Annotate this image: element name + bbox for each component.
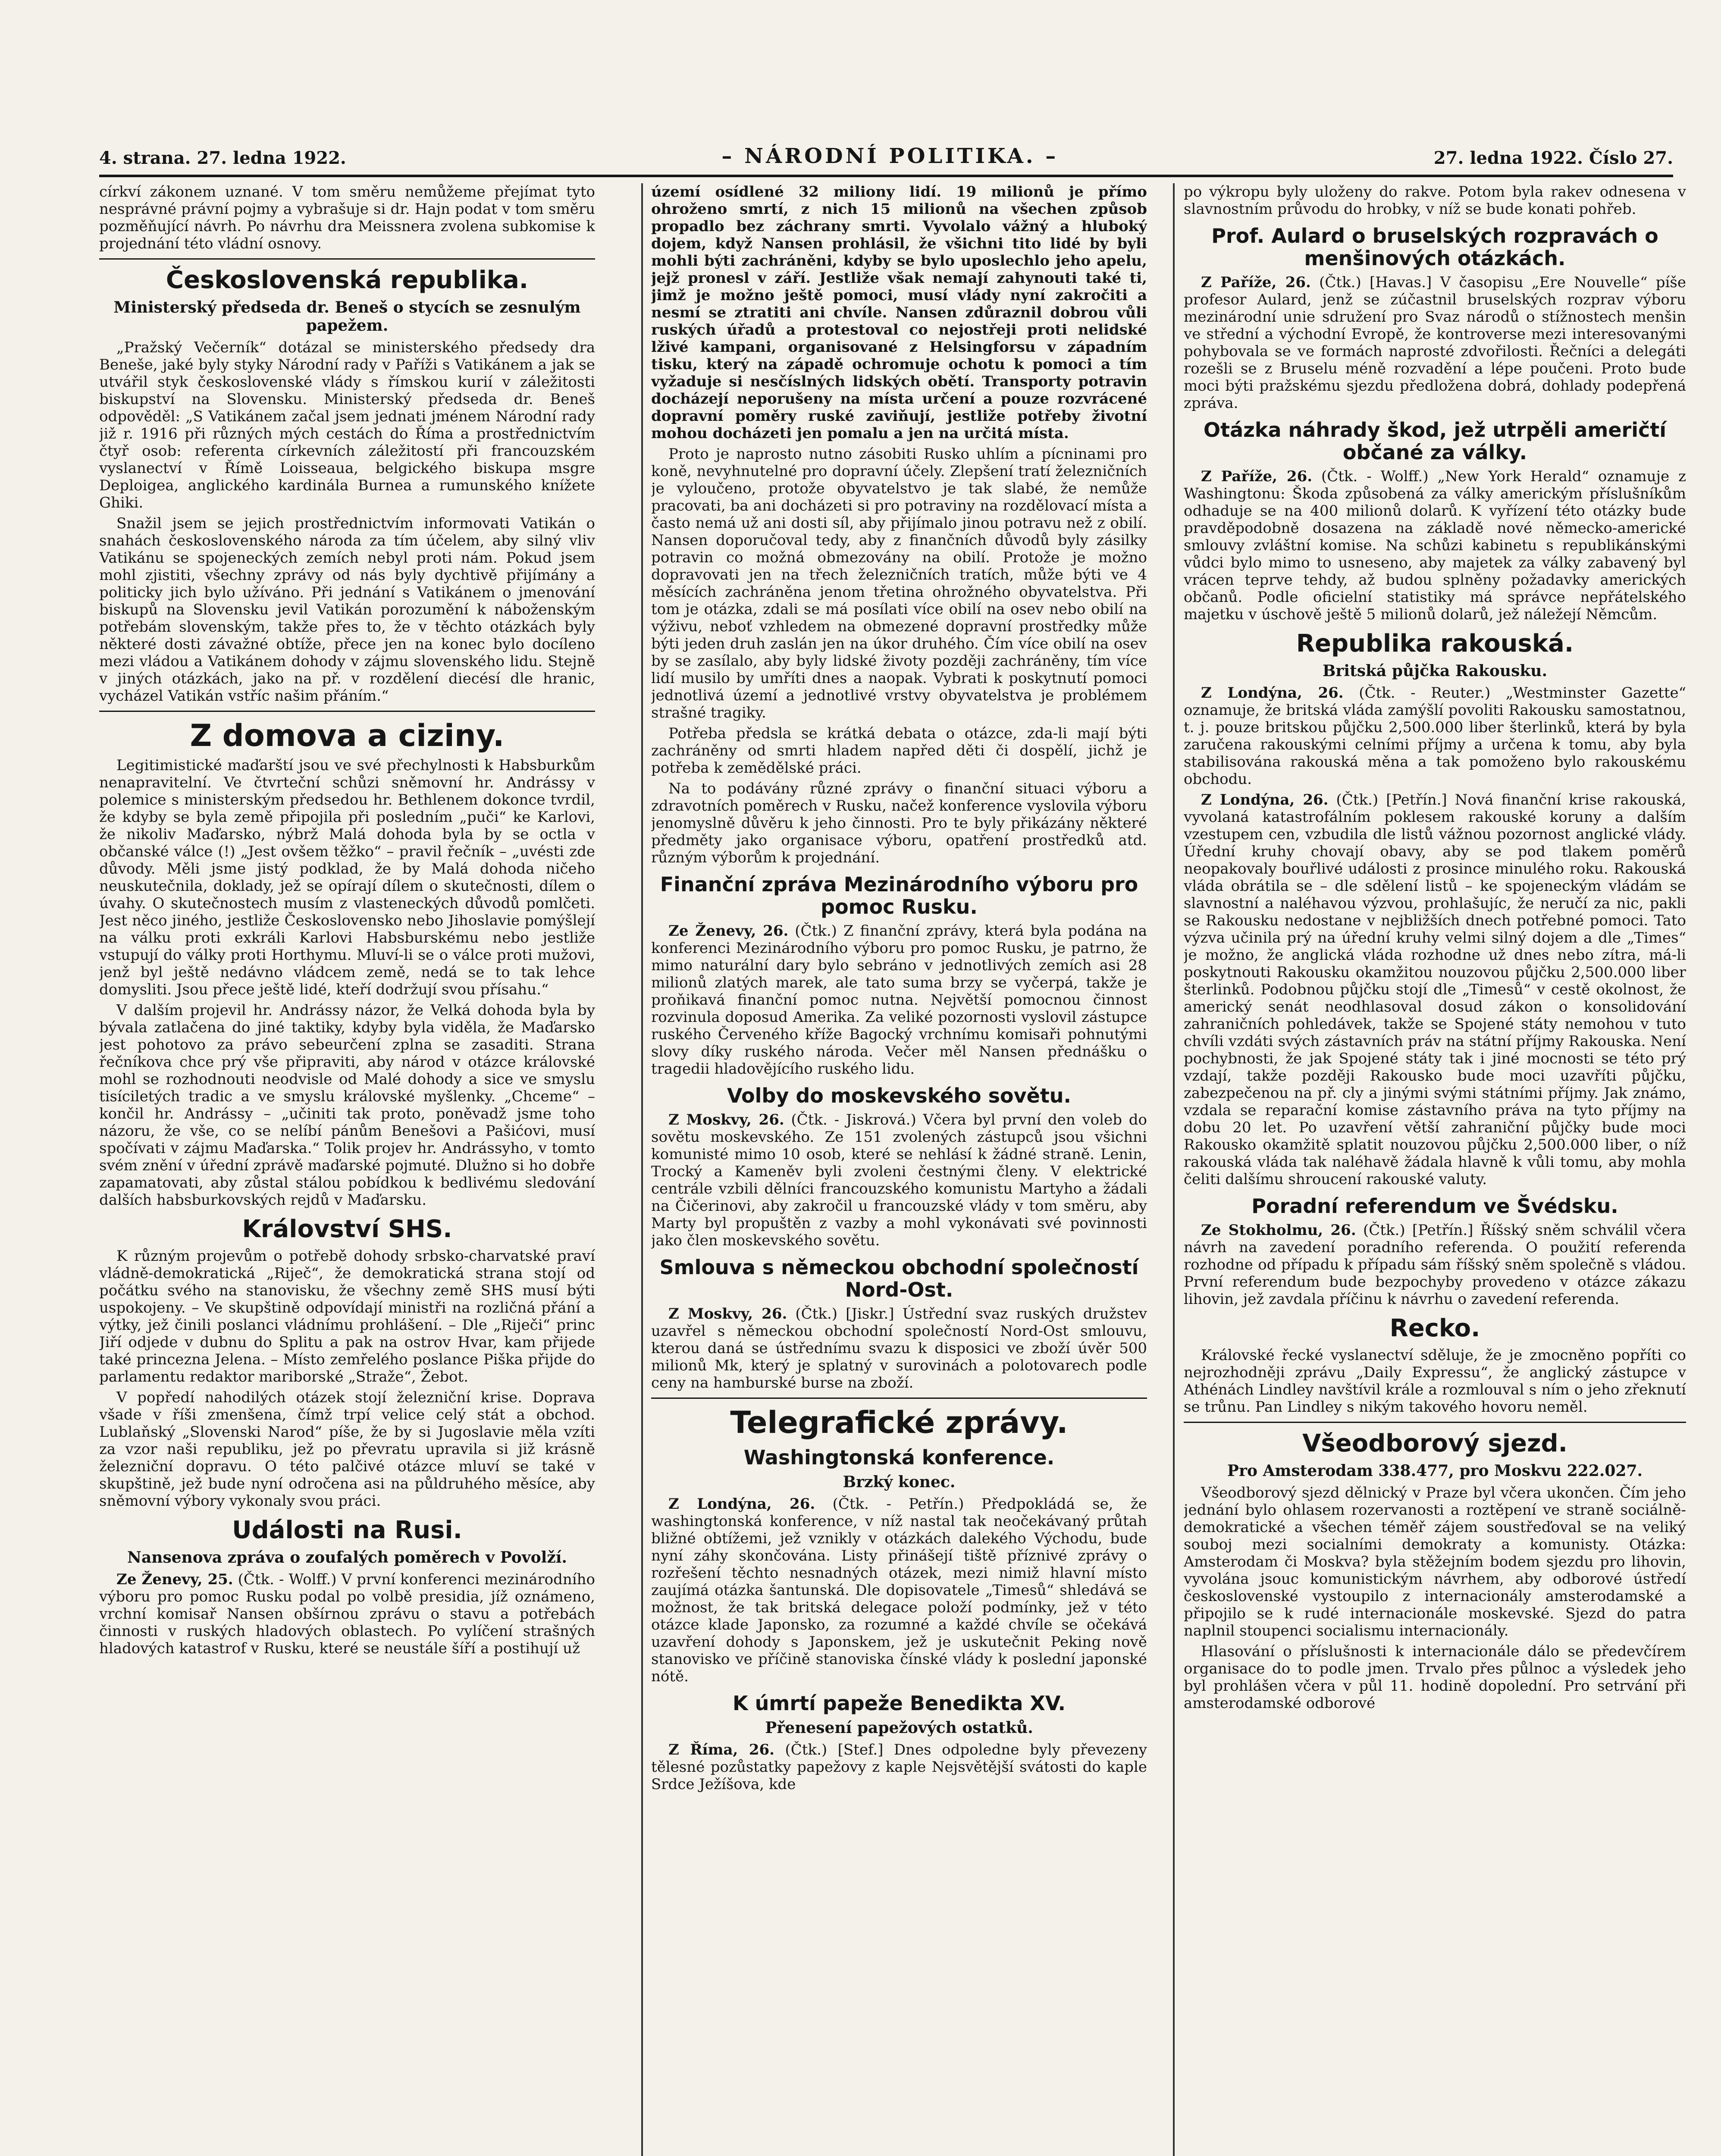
masthead-date: 27. ledna 1922.: [1433, 148, 1583, 168]
article-paragraph: [1184, 468, 1686, 623]
section-rule: [99, 711, 595, 712]
dateline: Ze Stokholmu, 26.: [1201, 1222, 1356, 1239]
dateline: Z Londýna, 26.: [1201, 684, 1344, 702]
article-paragraph: [99, 1571, 595, 1657]
column-1: [99, 183, 595, 2156]
column-2: [651, 183, 1147, 2156]
section-heading: Všeodborový sjezd.: [1302, 1429, 1567, 1457]
article-subheading: Nansenova zpráva o zoufalých poměrech v Povolží.: [127, 1548, 567, 1567]
article-paragraph: [651, 922, 1147, 1078]
article-paragraph: Hlasování o příslušnosti k internacionále dálo se předevčírem organisace do to podle jmen. Trvalo přes půlnoc a výsledek jeho byl prohlášen včera v půl 11. hodině dopolední. Pro setrvání při amsterodamské odborové: [1184, 1643, 1686, 1712]
issue-number: Číslo 27.: [1589, 148, 1673, 168]
article-paragraph: [651, 1495, 1147, 1685]
dateline: Z Moskvy, 26.: [668, 1111, 784, 1128]
article-subheading: Britská půjčka Rakousku.: [1323, 662, 1547, 680]
article-text: (Čtk.) [Stef.] Dnes odpoledne byly převezeny tělesné pozůstatky papežovy z kaple Nejsvětější svátosti do kaple Srdce Ježíšova, kde: [651, 1741, 1147, 1793]
article-paragraph: [1184, 684, 1686, 788]
dateline: Z Říma, 26.: [668, 1741, 775, 1758]
article-text: (Čtk. - Reuter.) „Westminster Gazette“ oznamuje, že britská vláda zamýšlí povoliti Rakousku samostatnou, t. j. pouze britskou půjčku 2,500.000 liber šterlinků, která by byla zaručena rakouskými celními příjmy a určena k tomu, aby byla stabilisována rakouská měna a tak pomoženo bylo rakouskému obchodu.: [1184, 684, 1686, 788]
section-heading: Republika rakouská.: [1296, 630, 1574, 658]
dateline: Ze Ženevy, 26.: [668, 922, 789, 940]
section-rule: [651, 1398, 1147, 1399]
dateline: Ze Ženevy, 25.: [116, 1571, 233, 1588]
article-continuation: po výkropu byly uloženy do rakve. Potom byla rakev odnesena v slavnostním průvodu do hrobky, v níž se bude konati pohřeb.: [1184, 183, 1686, 218]
article-text: (Čtk.) [Jiskr.] Ústřední svaz ruských družstev uzavřel s německou obchodní společností Nord-Ost smlouvu, kterou daná se ústřednímu svazu k disposici ve zboží úvěr 500 milionů Mk, který je splatný v surovinách a polotovarech podle ceny na hamburské burse na zboží.: [651, 1305, 1147, 1391]
article-paragraph: Snažil jsem se jejich prostřednictvím informovati Vatikán o snahách československého národa za tím účelem, aby silný vliv Vatikánu se spojeneckých zemích nebyl proti nám. Pokud jsem mohl zjistiti, všechny zprávy od nás byly dychtivě přijímány a politicky jich bylo užíváno. Při jednání s Vatikánem o jmenování biskupů na Slovensku jevil Vatikán porozumění k náboženským potřebám slovenským, takže přes to, že v těchto otázkách byly některé dosti závažné obtíže, přece jen na konec bylo docíleno mezi vládou a Vatikánem dohody v zájmu slovenského lidu. Stejně v jiných otázkách, jako na př. v rozdělení diecésí dle hranic, vycházel Vatikán vstříc našim přáním.“: [99, 515, 595, 705]
article-text: (Čtk.) [Petřín.] Nová finanční krise rakouská, vyvolaná katastrofálním poklesem rakouské koruny a dalším vzestupem cen, vzbudila dle listů vážnou pozornost anglické vlády. Úřední kruhy chovají obavy, aby se pod tlakem poměrů neopakovaly bouřlivé události z prosince minulého roku. Rakouská vláda obrátila se – dle sdělení listů – ke spojeneckým vládám se slavnostní a naléhavou výzvou, prohlašujíc, že neručí za nic, pakli se Rakousku nedostane v nejbližších dnech potřebné pomoci. Tato výzva učinila prý na úřední kruhy velmi silný dojem a dle „Times“ je možno, že anglická vláda rozhodne už dnes nebo zítra, má-li poskytnouti Rakousku okamžitou nouzovou půjčku 2,500.000 liber šterlinků. Podobnou půjčku stojí dle „Timesů“ v cestě okolnost, že americký senát neodhlasoval dosud zákon o konsolidování zahraničních pohledávek, takže se Spojené státy nemohou v tuto chvíli vzdáti svých zástavních práv na státní příjmy Rakouska. Není pochybnosti, že jak Spojené státy tak i jiné mocnosti se této prý vzdají, takže později Rakousko bude moci uzavříti půjčku, zabezpečenou na př. cly a jinými svými státními příjmy. Jak známo, vzdala se reparační komise zástavního práva na tyto příjmy na dobu 20 let. Po uzavření větší zahraniční půjčky bude moci Rakousko okamžitě splatit nouzovou půjčku 2,500.000 liber, o níž rakouská vláda tak naléhavě žádala hlavně k vůli tomu, aby mohla čeliti dalšímu shroucení rakouské valuty.: [1184, 791, 1686, 1188]
section-heading: Království SHS.: [242, 1215, 452, 1243]
article-paragraph: Na to podávány různé zprávy o finanční situaci výboru a zdravotních poměrech v Rusku, načež konference vyslovila výboru jenomyslně důvěru k jeho činnosti. Pro te byly přikázány některé předměty jako organisace výboru, opatření prostředků atd. různým výborům k projednání.: [651, 780, 1147, 866]
article-heading: Otázka náhrady škod, jež utrpěli američtí občané za války.: [1203, 418, 1666, 464]
article-text: (Čtk.) [Havas.] V časopisu „Ere Nouvelle“ píše profesor Aulard, jenž se zúčastnil bruselských rozprav výboru mezinárodní unie sdružení pro Svaz národů o stížnostech menšin ve střední a východní Evropě, že kontroverse mezi interesovanými pohybovala se ve formách naprosté zdvořilosti. Řečníci a delegáti rozešli se z Bruselu méně rozvadění a lépe poučeni. Proto bude moci býti pražskému sjezdu předložena dobrá, dohlady podepřená zpráva.: [1184, 274, 1686, 412]
article-text: (Čtk. - Petřín.) Předpokládá se, že washingtonská konference, v níž nastal tak neočekávaný průtah bližné obtížemi, jež vznikly v otázkách dalekého Východu, bude nyní záhy skončována. Listy přinášejí tiště příznivé zprávy o rozřešení těchto nesnadných otázek, mezi nimiž hlavní místo zaujímá otázka šantunská. Dle dopisovatele „Timesů“ shledává se možnost, že tak britská delegace položí podmínky, jež v této otázce klade Japonsko, za rozumné a každé chvíle se očekává uzavření dohody s Japonskem, jež je uskutečnit Peking nově stanovisko ve příčině stanoviska čínské vlády k poslední japonské nótě.: [651, 1495, 1147, 1685]
article-paragraph: [1184, 791, 1686, 1188]
column-3: [1184, 183, 1686, 2156]
column-separator: [641, 183, 643, 2156]
section-heading: Události na Rusi.: [232, 1516, 462, 1544]
article-paragraph: V popředí nahodilých otázek stojí železniční krise. Doprava všade v říši zmenšena, čímž trpí velice celý stát a obchod. Lublaňský „Slovenski Narod“ píše, že by si Jugoslavie měla vzíti za vzor naši republiku, jež po převratu upravila si již krásně železniční dopravu. O této palčivé otázce mluví se také v skupštině, jež bude nyní odročena asi na půldruhého měsíce, aby sněmovní výbory vykonaly svou práci.: [99, 1389, 595, 1510]
article-paragraph: Legitimistické maďarští jsou ve své přechylnosti k Habsburkům nenapravitelní. Ve čtvrteční schůzi sněmovní hr. Andrássy v polemice s ministerským předsedou hr. Bethlenem dokonce tvrdil, že kdyby se byla země připojila při posledním „puči“ ke Karlovi, že nikoliv Maďarsko, nýbrž Malá dohoda byla by se octla v občanské válce (!) „Jest ovšem těžko“ – pravil řečník – „uvésti zde důvody. Měli jsme jistý podklad, že by Malá dohoda ničeho neuskutečnila, doklady, jež se opírají dílem o skutečnosti, dílem o úvahy. O skutečnostech musím z vlasteneckých důvodů pomlčeti. Jest něco jiného, jestliže Československo nebo Jihoslavie pomýšlejí na válku proti exkráli Karlovi Habsburskému nebo jestliže vstupují do války proti Horthymu. Mluví-li se o válce proti mužovi, jenž byl ještě nedávno vládcem země, nedá se to tak lehce domysliti. Jsou přece ještě lidé, kteří dodržují svou přísahu.“: [99, 757, 595, 998]
article-heading: Smlouva s německou obchodní společností Nord-Ost.: [659, 1256, 1139, 1301]
article-text: (Čtk.) Z finanční zprávy, která byla podána na konferenci Mezinárodního výboru pro pomoc Rusku, je patrno, že mimo naturální dary bylo sebráno v jednotlivých zemích asi 28 milionů zlatých marek, ale tato suma brzy se vyčerpá, takže je proňikavá finanční pomoc nutna. Největší pomocnou činnost rozvinula doposud Amerika. Za veliké pozornosti vyslovil zástupce ruského Červeného kříže Bagocký vrchnímu komisaři pohnutými slovy díky ruského národa. Večer měl Nansen přednášku o tragedii hladovějícího ruského lidu.: [651, 922, 1147, 1078]
masthead: [99, 138, 1673, 168]
article-paragraph: Potřeba předsla se krátká debata o otázce, zda-li mají býti zachráněny od smrti hladem napřed děti či dospělí, jichž je potřeba k zemědělské práci.: [651, 725, 1147, 777]
article-paragraph: V dalším projevil hr. Andrássy názor, že Velká dohoda byla by bývala zatlačena do jiné taktiky, kdyby byla viděla, že Maďarsko jest pohotovo za právo sebeurčení zplna se zasaditi. Strana řečníkova chce prý vše připraviti, aby národ v otázce královské mohl se rozhodnouti neodvisle od Malé dohody a sice ve smyslu tisíciletých tradic a ve smyslu královské myšlenky. „Chceme“ – končil hr. Andrássy – „učiniti tak proto, poněvadž jsme toho názoru, že vše, co se nelíbí pánům Benešovi a Pašićovi, musí spočívati v zájmu Maďarska.“ Tolik projev hr. Andrássyho, v tomto svém znění v úřední zprávě maďarské pojmuté. Dlužno si ho dobře zapamatovati, aby zůstal stálou pobídkou k bedlivému sledování dalších habsburkovských rejdů v Maďarsku.: [99, 1002, 595, 1209]
dateline: Z Moskvy, 26.: [668, 1305, 787, 1322]
article-paragraph: Královské řecké vyslanectví sděluje, že je zmocněno popříti co nejrozhodněji zprávu „Daily Expressu“, že anglický zástupce v Athénách Lindley navštívil krále a rozmlouval s ním o jeho zřeknutí se trůnu. Pan Lindley s nikým takového hovoru neměl.: [1184, 1347, 1686, 1416]
article-heading: Finanční zpráva Mezinárodního výboru pro pomoc Rusku.: [660, 873, 1138, 918]
article-paragraph: [651, 1741, 1147, 1793]
article-continuation: církví zákonem uznané. V tom směru nemůžeme přejímat tyto nesprávné právní pojmy a vybrašuje si dr. Hajn podat v tom směru pozměňující návrh. Po návrhu dra Meissnera zvolena subkomise k projednání této vládní osnovy.: [99, 183, 595, 252]
article-subheading: Pro Amsterodam 338.477, pro Moskvu 222.027.: [1227, 1462, 1643, 1480]
article-paragraph: [1184, 274, 1686, 412]
article-subheading: Brzký konec.: [843, 1473, 956, 1491]
article-paragraph: [651, 1305, 1147, 1391]
article-paragraph: K různým projevům o potřebě dohody srbsko-charvatské praví vládně-demokratická „Riječ“, že demokratická strana stojí od počátku svého na stanovisku, že všechny země SHS musí býti uspokojeny. – Ve skupštině odpovídají ministři na rozličná přání a výtky, jež činili poslanci vládnímu prohlášení. – Dle „Riječi“ princ Jiří odjede v dubnu do Splitu a pak na ostrov Hvar, kam přijede také princezna Jelena. – Místo zemřelého poslance Piška přijde do parlamentu redaktor mariborské „Straže“, Žebot.: [99, 1247, 595, 1385]
article-text: (Čtk. - Wolff.) „New York Herald“ oznamuje z Washingtonu: Škoda způsobená za války americkým příslušníkům odhaduje se na 400 milionů dolarů. K vyřízení této otázky bude pravděpodobně dosazena na základě nové německo-americké smlouvy zvláštní komise. Na schůzi kabinetu s republikánskými vůdci bylo mimo to usneseno, aby majetek za války zabavený byl vrácen teprve tehdy, až budou splněny požadavky amerických občanů. Podle oficielní statistiky má správce nepřátelského majetku v úschově ještě 5 milionů dolarů, jež náležejí Němcům.: [1184, 468, 1686, 623]
article-paragraph: [651, 1111, 1147, 1249]
section-heading: Recko.: [1389, 1314, 1480, 1342]
article-paragraph: Všeodborový sjezd dělnický v Praze byl včera ukončen. Čím jeho jednání bylo ohlasem rozervanosti a roztěpení ve straně sociálně-demokratické a všechen téměř zájem soustřeďoval se na veliký souboj mezi socialními demokraty a komunisty. Otázka: Amsterodam či Moskva? byla stěžejním bodem sjezdu pro lihovin, vyvolána jsouc komunistickým návrhem, aby odborové ústředí československé vystoupilo z internacionály amsterodamské a připojilo se k rudé internacionále moskevské. Sjezd do patra naplnil stoupenci socialismu internacionály.: [1184, 1484, 1686, 1639]
article-text: (Čtk.) [Petřín.] Říšský sněm schválil včera návrh na zavedení poradního referenda. O použití referenda rozhodne od případu k případu sám říšský sněm společně s vládou. První referendum bude bezpochyby provedeno v otázce zákazu lihovin, jež zavdala příčinu k návrhu o zavedení referenda.: [1184, 1222, 1686, 1308]
article-subheading: Přenesení papežových ostatků.: [765, 1719, 1033, 1737]
section-rule: [1184, 1422, 1686, 1423]
article-paragraph: „Pražský Večerník“ dotázal se ministerského předsedy dra Beneše, jaké byly styky Národní rady v Paříži s Vatikánem a jak se utvářil styk československé vlády s římskou kurií v záležitosti biskupství na Slovensku. Ministerský předseda dr. Beneš odpověděl: „S Vatikánem začal jsem jednati jménem Národní rady již r. 1916 při různých mých cestách do Říma a prostřednictvím čtyř osob: referenta církevních záležitostí při francouzském vyslanectví v Římě Loisseaua, belgického biskupa msgre Deploigea, anglického kardinála Burnea a rumunského knížete Ghiki.: [99, 339, 595, 511]
article-heading: Prof. Aulard o bruselských rozpravách o menšinových otázkách.: [1211, 224, 1658, 270]
section-heading: Telegrafické zprávy.: [730, 1405, 1068, 1440]
section-heading: Československá republika.: [166, 266, 529, 294]
masthead-right: [1434, 148, 1673, 168]
dateline: Z Londýna, 26.: [668, 1495, 815, 1513]
article-subheading: Ministerský předseda dr. Beneš o stycích se zesnulým papežem.: [113, 298, 581, 335]
article-heading: Poradní referendum ve Švédsku.: [1251, 1194, 1618, 1218]
dateline: Z Londýna, 26.: [1201, 791, 1329, 808]
dateline: Z Paříže, 26.: [1201, 468, 1313, 485]
page-label: 4. strana. 27. ledna 1922.: [99, 148, 346, 168]
masthead-rule: [99, 175, 1673, 177]
article-paragraph: [1184, 1222, 1686, 1308]
newspaper-title: – NÁRODNÍ POLITIKA. –: [721, 144, 1059, 168]
article-text: (Čtk. - Wolff.) V první konferenci mezinárodního výboru pro pomoc Rusku podal po volbě presidia, jíž oznámeno, vrchní komisař Nansen obšírnou zprávu o stavu a potřebách činnosti v ruských hladových oblastech. Po vylíčení strašných hladových katastrof v Rusku, které se neustále šíří a postihují už: [99, 1571, 595, 1657]
article-paragraph: Proto je naprosto nutno zásobiti Rusko uhlím a pícninami pro koně, nevyhnutelné pro dopravní účely. Zlepšení tratí železničních je vyloučeno, protože obyvatelstvo je tak slabé, že nemůže pracovati, ba ani docházeti si pro potraviny na rozdělovací místa a často nemá už ani dosti síl, aby přijímalo jinou potravu než z obilí. Nansen doporučoval tedy, aby z finančních důvodů byly zásilky potravin co možná obmezovány na obilí. Protože je možno dopravovati jen na třech železničních tratích, může býti ve 4 měsících zachráněna jenom třetina ohrožného obyvatelstva. Při tom je otázka, zdali se má posílati více obilí na osev nebo obilí na výživu, neboť vzhledem na obmezené dopravní prostředky může býti jeden druh zaslán jen na úkor druhého. Čím více obilí na osev by se zasílalo, aby byly lidské životy později zachráněny, tím více lidí musilo by umříti dnes a naopak. Vybrati k poskytnutí pomoci jednotlivá území a jednotlivé vrstvy obyvatelstva je problémem strašné tragiky.: [651, 445, 1147, 721]
article-heading: K úmrtí papeže Benedikta XV.: [732, 1692, 1066, 1715]
article-text: (Čtk. - Jiskrová.) Včera byl první den voleb do sovětu moskevského. Ze 151 zvolených zástupců jsou všichni komunisté mimo 10 osob, které se nehlásí k žádné straně. Lenin, Trocký a Kameněv byli zvoleni čestnými členy. V elektrické centrále vzbili dělníci francouzského komunistu Martyho a žádali na Čičerinovi, aby zakročil u francouzské vlády v tom směru, aby Marty byl propuštěn z vazby a mohl vykonávati své povinnosti jako člen moskevského sovětu.: [651, 1111, 1147, 1249]
article-continuation: území osídlené 32 miliony lidí. 19 milionů je přímo ohroženo smrtí, z nich 15 milionů na všechen způsob propadlo bez záchrany smrti. Vyvolalo vážný a hluboký dojem, když Nansen prohlásil, že všichni tito lidé by byli mohli býti zachráněni, kdyby se bylo uposlechlo jeho apelu, jejž pronesl v září. Jestliže však nemají zahynouti také ti, jimž je možno ještě pomoci, musí vlády nyní zakročiti a nesmí se ztratiti ani chvíle. Nansen zdůraznil dobrou vůli ruských úřadů a protestoval co nejostřeji proti nelidské lživé kampani, organisované z Helsingforsu v západním tisku, který na západě ochromuje ochotu k pomoci a tím vyžaduje si nesčíslných lidských obětí. Transporty potravin docházejí neporušeny na místa určení a pouze rozvrácené dopravní poměry ruské zaviňují, jestliže potřeby životní mohou docházeti jen pomalu a jen na určitá místa.: [651, 183, 1147, 442]
section-heading: Z domova a ciziny.: [190, 718, 505, 753]
dateline: Z Paříže, 26.: [1201, 274, 1311, 291]
column-separator: [1173, 183, 1175, 2156]
article-heading: Washingtonská konference.: [743, 1446, 1055, 1469]
section-rule: [99, 258, 595, 260]
article-heading: Volby do moskevského sovětu.: [727, 1084, 1072, 1107]
